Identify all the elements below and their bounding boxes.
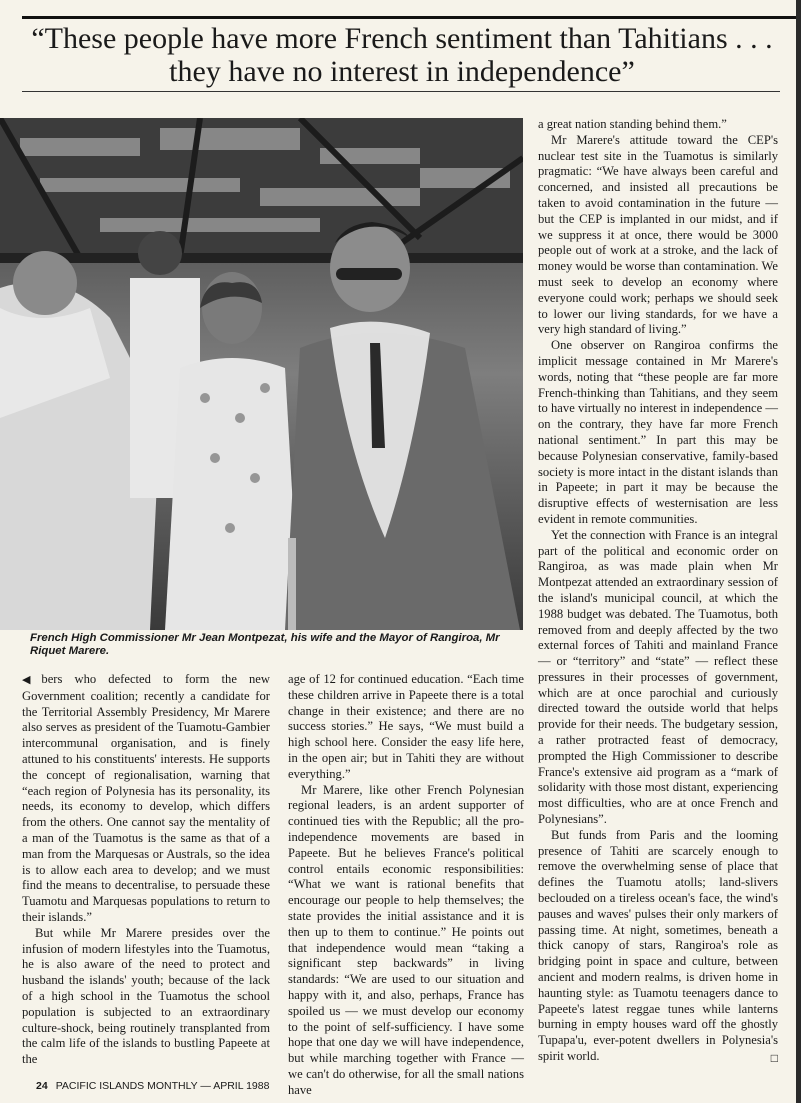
top-rule	[22, 16, 800, 19]
paragraph: a great nation standing behind them.”	[538, 117, 727, 131]
paragraph: age of 12 for continued education. “Each time these children arrive in Papeete there is a total change in their existence; and there are no success stories.” He says, “We must build a high school here. Consider the easy life here, in the open air; but in Tahiti they are without everything.”	[288, 672, 524, 781]
article-column-3	[538, 117, 778, 1067]
headline	[22, 22, 782, 88]
continued-arrow-icon: ◀	[22, 674, 40, 686]
headline-line-1: “These people have more French sentiment than Tahitians . . .	[31, 22, 773, 55]
paragraph: But while Mr Marere presides over the infusion of modern lifestyles into the Tuamotus, he is also aware of the need to protect and husband the islands' youth; because of the lack of a high school in the Tuamotus the school population is subjected to an extraordinary culture-shock, being routinely transplanted from the calm life of the islands to bustling Papeete at the	[22, 925, 270, 1067]
headline-rule	[22, 91, 780, 92]
paragraph-text: bers who defected to form the new Government coalition; recently a candidate for the Territorial Assembly Presidency, Mr Marere also serves as president of the Tuamotu-Gambier intercommunal organisation, and is finely attuned to his constituents' interests. He supports the concept of regionalisation, warning that “each region of Polynesia has its personality, its needs, its economy to develop, which differs from the others. One cannot say the mentality of a man of the Tuamotus is the same as that of a man from the Marquesas or Australs, so the idea is to allow each area to develop; and we must find the means to decentralise, to persuade these Tuamotu and Marquesas populations to return to their islands.”	[22, 672, 270, 924]
photograph-image	[0, 118, 523, 630]
article-column-1	[22, 672, 270, 1068]
publication-line: PACIFIC ISLANDS MONTHLY — APRIL 1988	[55, 1080, 270, 1092]
paragraph	[22, 672, 270, 926]
article-column-2	[288, 672, 524, 1099]
page-number: 24	[36, 1080, 48, 1092]
headline-line-2: they have no interest in independence”	[169, 55, 635, 88]
photograph	[0, 118, 523, 630]
paragraph: Mr Marere's attitude toward the CEP's nuclear test site in the Tuamotus is similarly pragmatic: “We have always been careful and concerned, and insisted all precautions be taken to avoid contamination in the future — but the CEP is implanted in our midst, and if we suppress it at once, there would be 3000 people out of work at a stroke, and the lack of money would be worse than contamination. We must seek to develop an economy where everyone could work; perhaps we should seek to lower our living standards, for we have a very high standard of living.”	[538, 132, 778, 337]
photo-caption: French High Commissioner Mr Jean Montpezat, his wife and the Mayor of Rangiroa, Mr Riquet Marere.	[30, 632, 500, 657]
page-footer	[36, 1080, 269, 1092]
page-edge	[796, 0, 801, 1103]
paragraph: Yet the connection with France is an integral part of the political and economic order on Rangiroa, as was made plain when Mr Montpezat attended an extraordinary session of the island's municipal council, at which the 1988 budget was debated. The Tuamotus, both removed from and deeply affected by the two external forces of Tahiti and mainland France — or “territory” and “state” — reflect these pressures in their processes of government, which are at once parochial and curiously directed toward the outside world that helps provide for their needs. The budgetary session, a rather protracted feast of democracy, prompted the High Commissioner to describe France's extensive aid program as a “mark of solidarity with those most distant, experiencing most difficulties, who are at once French and Polynesians”.	[538, 527, 778, 827]
paragraph-text: But funds from Paris and the looming presence of Tahiti are scarcely enough to remove the overwhelming sense of place that defines the Tuamotu atolls; land-slivers beclouded on a tireless ocean's face, the wind's pauses and waves' pulses their only markers of passing time. At night, sometimes, beneath a thick canopy of stars, Rangiroa's role as bridging point in space and culture, between ancient and modern realms, is driven home in haunting style: as Tuamotu teenagers dance to Papeete's latest reggae tunes while lanterns burning in empty houses ward off the ghostly Tupapa'u, ever-potent dwellers in Polynesia's spirit world.	[538, 827, 778, 1064]
end-mark-icon: □	[770, 1051, 778, 1066]
paragraph: Mr Marere, like other French Polynesian regional leaders, is an ardent supporter of continued ties with the Republic; all the pro-independence movements are based in Papeete. But he believes France's political control entails economic responsibilities: “What we want is rational benefits that encourage our people to help themselves; the state provides the initial assistance and it is then up to them to continue.” He points out that independence would mean “taking a significant step backwards” in living standards: “We are used to our situation and happy with it, and also, perhaps, France has spoiled us — we must develop our economy to the point of self-sufficiency. I have some hope that one day we will have independence, but while marching together with France — we can't do otherwise, for all the small nations have	[288, 782, 524, 1097]
paragraph	[538, 828, 778, 1065]
paragraph: One observer on Rangiroa confirms the implicit message contained in Mr Marere's words, noting that “these people are far more French-thinking than Tahitians, and they seem to have virtually no interest in independence — on the contrary, they have far more French national sentiment.” In part this may be because Polynesian conservative, family-based society is more intact in the distant islands than in Papeete; in part it may be because the disruptive effects of westernisation are less evident in remote communities.	[538, 338, 778, 526]
